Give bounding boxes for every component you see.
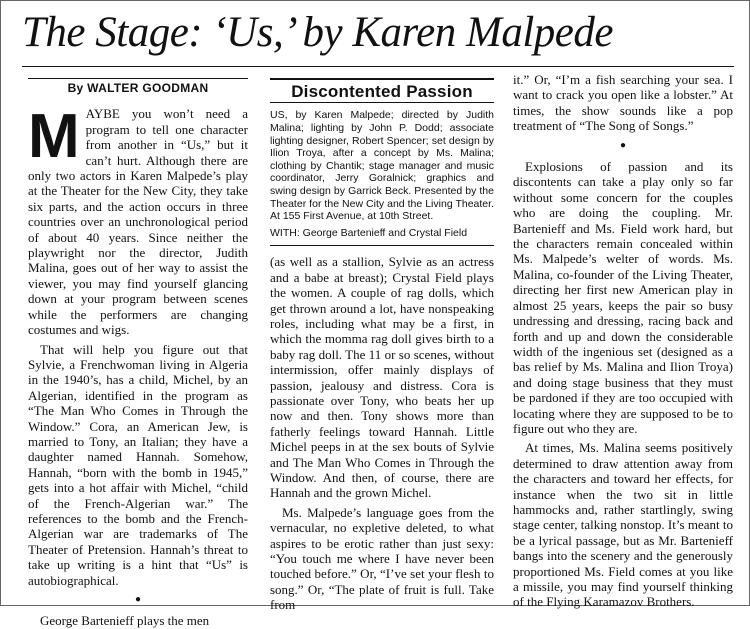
paragraph: George Bartenieff plays the men: [40, 613, 210, 629]
column-2: [270, 72, 494, 613]
headline-rule: [22, 66, 734, 67]
paragraph: (as well as a stallion, Sylvie as an actress and a babe at breast); Crystal Field plays the women. A couple of rag dolls, which get thrown around a lot, have nonspeaking roles, including what may be a first, in which the momma rag doll gives birth to a baby rag doll. The 11 or so scenes, without intermission, offer mainly displays of passion, jealousy and distress. Cora is passionate over Tony, who beats her up now and then. Tony shows more than fatherly feelings toward Hannah. Little Michel peeps in at the sex bouts of Sylvie and The Man Who Comes in Through the Window. And then, of course, there are Hannah and the grown Michel.: [270, 254, 494, 501]
headline: The Stage: ‘Us,’ by Karen Malpede: [22, 9, 613, 56]
cast-line: WITH: George Bartenieff and Crystal Field: [270, 227, 494, 247]
paragraph: That will help you figure out that Sylvie, a Frenchwoman living in Algeria in the 1940’s, has a child, Michel, by an Algerian, identified in the program as “The Man Who Comes in Through the Window.” Cora, an American Jew, is married to Tony, an Italian; they have a daughter named Hannah. Somehow, Hannah, “born with the bomb in 1945,” gets into a hot affair with Michel, “child of the French-Algerian war.” The references to the bomb and the French-Algerian war are trademarks of The Theater of Pretension. Hannah’s threat to take up writing is a hint that “Us” is autobiographical.: [28, 341, 248, 588]
lead-paragraph: [28, 102, 249, 338]
column-1: [28, 72, 249, 629]
byline: By WALTER GOODMAN: [28, 78, 248, 96]
section-separator-icon: ●: [619, 139, 627, 151]
drop-cap: M: [28, 102, 80, 172]
review-box-title: Discontented Passion: [270, 78, 494, 103]
production-credits: US, by Karen Malpede; directed by Judith Malina; lighting by John P. Dodd; associate lighting designer, Robert Spencer; set design by Ilion Troya, after a concept by Ms. Malina; clothing by Chantik; stage manager and music coordinator, Jerry Goralnick; graphics and swing design by Garrick Beck. Presented by the Theater for the New City and the Living Theater. At 155 First Avenue, at 10th Street.: [270, 109, 494, 223]
column-3: [513, 72, 733, 610]
paragraph: At times, Ms. Malina seems positively determined to draw attention away from the characters and toward her effects, for instance when the two sit in little hammocks and, rather startlingly, swing stage center, talking nonstop. It’s meant to be a lyrical passage, but as Mr. Bartenieff bangs into the scenery and the generously proportioned Ms. Field comes at you like a missile, you may find yourself thinking of the Flying Karamazov Brothers.: [513, 440, 733, 610]
paragraph-text: you won’t need a program to tell one character from another in “Us,” but it can’t hurt. Although there are only two actors in Karen Malpede’s play at the Theater for the New City, they take six parts, and the action occurs in three countries over an unchronological period of about 40 years. Since neither the playwright nor the director, Judith Malina, goes out of her way to assist the viewer, you may find yourself glancing down at your program between scenes while the performers are changing costumes and wigs.: [28, 106, 249, 338]
lead-caps: AYBE: [85, 106, 120, 122]
paragraph: Explosions of passion and its discontents can take a play only so far without some concern for the couples who are doing the coupling. Mr. Bartenieff and Ms. Field work hard, but the characters remain concealed within Ms. Malpede’s welter of words. Ms. Malina, co-founder of the Living Theater, directing her first new American play in almost 25 years, keeps the pair so busy undressing and dressing, racing back and forth and up and down the considerable width of the ingenious set (designed as a bas relief by Ms. Malina and Ilion Troya) and doing stage business that they must be pardoned if they are too occupied with locating where they are supposed to be to figure out who they are.: [513, 159, 733, 436]
section-separator-icon: ●: [134, 594, 142, 605]
paragraph: it.” Or, “I’m a fish searching your sea. I want to crack you open like a lobster.” At times, the show sounds like a pop treatment of “The Song of Songs.”: [513, 72, 733, 134]
paragraph: Ms. Malpede’s language goes from the vernacular, no expletive deleted, to what aspires to be erotic rather than just sexy: “You touch me where I have never been touched before.” Or, “I’ve set your flesh to song.” Or, “The plate of fruit is full. Take from: [270, 504, 494, 613]
